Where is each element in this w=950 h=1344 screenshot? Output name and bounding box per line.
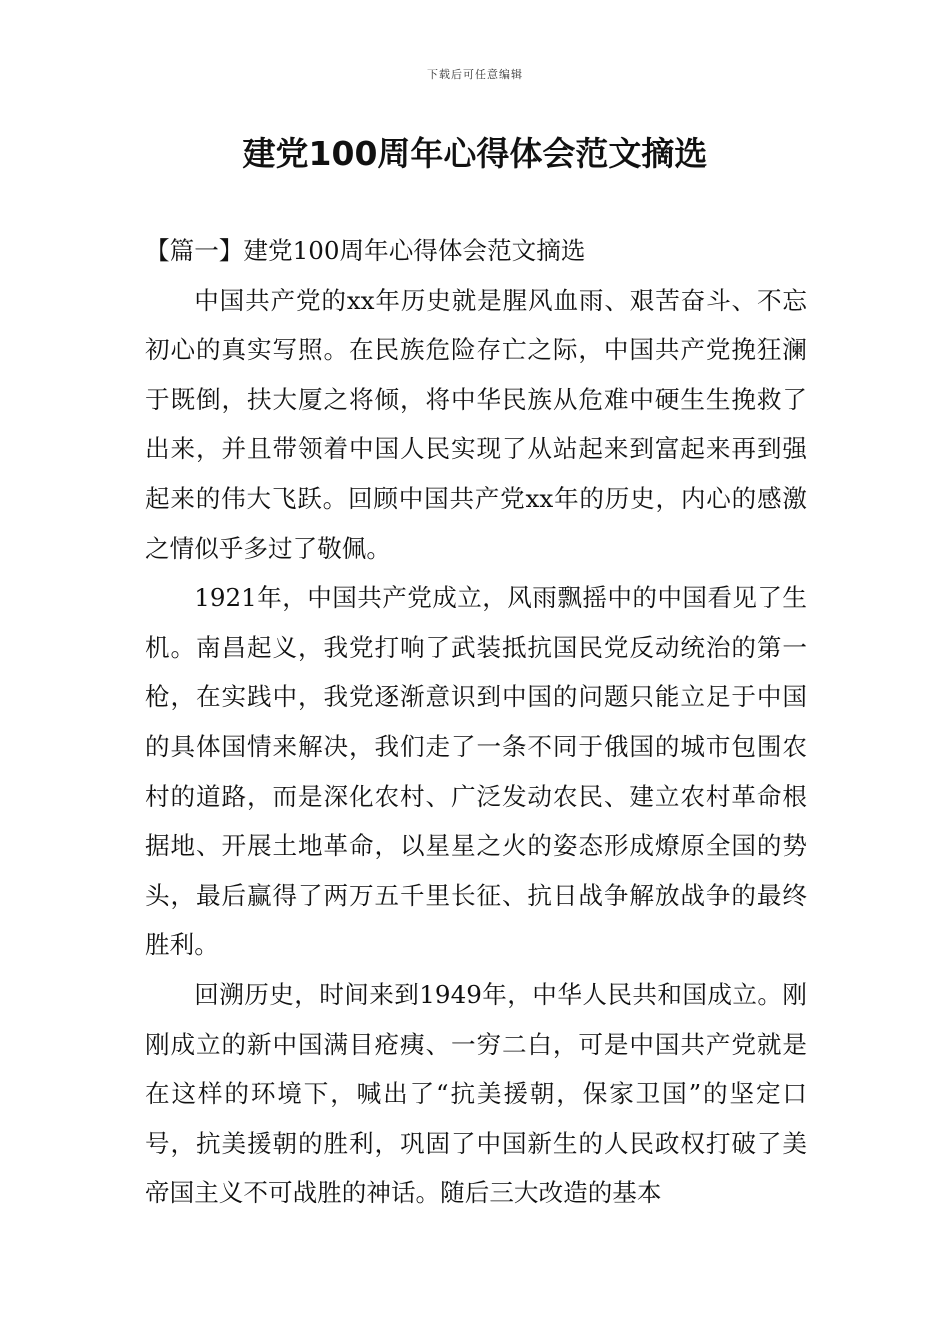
header-note: 下载后可任意编辑 [427, 68, 523, 81]
document-body [145, 226, 807, 1218]
paragraph-1: 中国共产党的xx年历史就是腥风血雨、艰苦奋斗、不忘初心的真实写照。在民族危险存亡之际，中国共产党挽狂澜于既倒，扶大厦之将倾，将中华民族从危难中硬生生挽救了出来，并且带领着中国人民实现了从站起来到富起来再到强起来的伟大飞跃。回顾中国共产党xx年的历史，内心的感激之情似乎多过了敬佩。 [145, 285, 807, 563]
paragraph-3: 回溯历史，时间来到1949年，中华人民共和国成立。刚刚成立的新中国满目疮痍、一穷二白，可是中国共产党就是在这样的环境下，喊出了“抗美援朝，保家卫国”的坚定口号，抗美援朝的胜利，巩固了中国新生的人民政权打破了美帝国主义不可战胜的神话。随后三大改造的基本 [145, 979, 807, 1208]
paragraph-2: 1921年，中国共产党成立，风雨飘摇中的中国看见了生机。南昌起义，我党打响了武装抵抗国民党反动统治的第一枪，在实践中，我党逐渐意识到中国的问题只能立足于中国的具体国情来解决，我们走了一条不同于俄国的城市包围农村的道路，而是深化农村、广泛发动农民、建立农村革命根据地、开展土地革命，以星星之火的姿态形成燎原全国的势头，最后赢得了两万五千里长征、抗日战争解放战争的最终胜利。 [145, 583, 807, 960]
document-title: 建党100周年心得体会范文摘选 [242, 134, 708, 173]
section-heading: 【篇一】建党100周年心得体会范文摘选 [145, 236, 586, 265]
